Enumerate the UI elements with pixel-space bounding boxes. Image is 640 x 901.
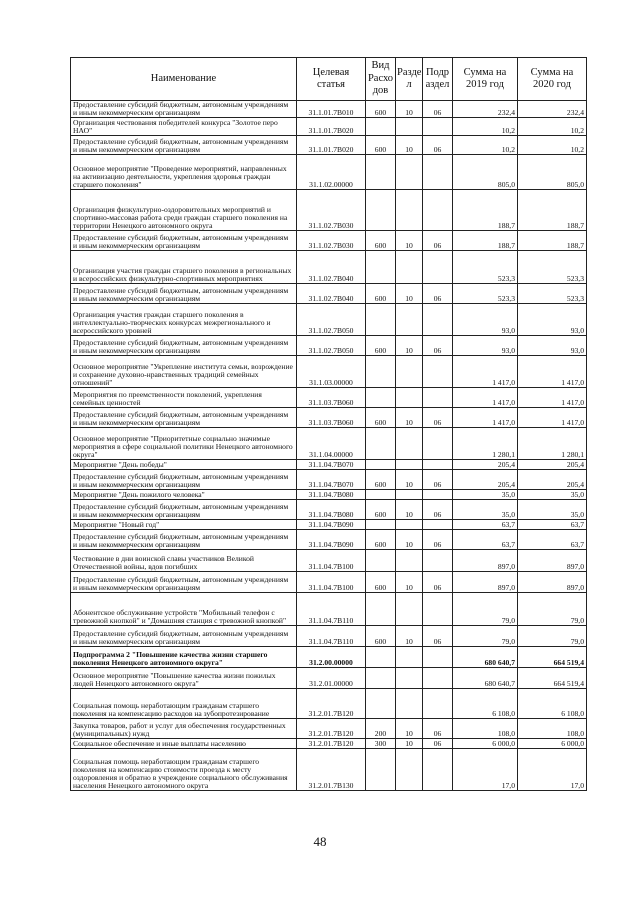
cell-subsection [423,388,453,408]
cell-type: 600 [366,626,396,647]
table-row [71,520,587,530]
table-row [71,284,587,304]
cell-section: 10 [396,530,423,550]
cell-type [366,520,396,530]
cell-sum-2020: 6 000,0 [518,739,587,749]
cell-type: 600 [366,408,396,428]
cell-section [396,520,423,530]
cell-sum-2019: 205,4 [453,470,518,490]
cell-subsection [423,593,453,626]
cell-sum-2020: 79,0 [518,593,587,626]
cell-sum-2020: 205,4 [518,460,587,470]
cell-sum-2019: 805,0 [453,155,518,190]
header-type: Вид Расхо дов [366,58,396,101]
cell-sum-2019: 79,0 [453,593,518,626]
header-sum-2020: Сумма на 2020 год [518,58,587,101]
cell-sum-2019: 523,3 [453,251,518,284]
cell-subsection [423,689,453,719]
table-row [71,530,587,550]
table-row [71,689,587,719]
cell-sum-2019: 680 640,7 [453,668,518,689]
cell-sum-2020: 188,7 [518,231,587,251]
cell-sum-2020: 79,0 [518,626,587,647]
cell-target: 31.1.02.7В040 [297,251,366,284]
cell-type [366,251,396,284]
cell-target: 31.1.04.7В080 [297,490,366,500]
cell-type: 600 [366,284,396,304]
cell-sum-2020: 805,0 [518,155,587,190]
cell-sum-2019: 35,0 [453,500,518,520]
cell-type [366,593,396,626]
cell-subsection [423,460,453,470]
cell-section: 10 [396,408,423,428]
cell-subsection: 06 [423,719,453,739]
table-row [71,593,587,626]
cell-target: 31.1.04.00000 [297,428,366,460]
cell-name: Предоставление субсидий бюджетным, автономным учреждениям и иным некоммерческим организациям [71,470,297,490]
cell-sum-2020: 205,4 [518,470,587,490]
cell-section [396,490,423,500]
table-row [71,719,587,739]
cell-subsection: 06 [423,572,453,593]
table-row [71,668,587,689]
cell-subsection [423,550,453,572]
cell-name: Организация участия граждан старшего поколения в интеллектуально-творческих конкурсах межрегионального и всероссийского уровней [71,304,297,336]
cell-sum-2020: 108,0 [518,719,587,739]
cell-name: Основное мероприятие "Проведение мероприятий, направленных на активизацию деятельности, укрепления здоровья граждан старшего поколения" [71,155,297,190]
cell-type [366,689,396,719]
cell-name: Предоставление субсидий бюджетным, автономным учреждениям и иным некоммерческим организациям [71,500,297,520]
cell-sum-2019: 1 280,1 [453,428,518,460]
table-body [71,101,587,791]
cell-sum-2019: 63,7 [453,520,518,530]
cell-section: 10 [396,470,423,490]
cell-name: Предоставление субсидий бюджетным, автономным учреждениям и иным некоммерческим организациям [71,530,297,550]
cell-sum-2020: 63,7 [518,520,587,530]
cell-type [366,647,396,668]
table-row [71,647,587,668]
cell-type: 600 [366,101,396,118]
cell-subsection: 06 [423,530,453,550]
cell-target: 31.1.04.7В100 [297,572,366,593]
cell-type: 300 [366,739,396,749]
cell-sum-2019: 1 417,0 [453,408,518,428]
cell-sum-2019: 188,7 [453,231,518,251]
cell-target: 31.1.04.7В090 [297,520,366,530]
cell-sum-2019: 680 640,7 [453,647,518,668]
cell-name: Социальная помощь неработающим гражданам старшего поколения на компенсацию стоимости проезда к месту оздоровления и обратно в учреждение социального обслуживания населения Ненецкого автономного округа [71,749,297,791]
cell-section: 10 [396,336,423,356]
table-row [71,572,587,593]
cell-section: 10 [396,626,423,647]
cell-name: Закупка товаров, работ и услуг для обеспечения государственных (муниципальных) нужд [71,719,297,739]
cell-section [396,647,423,668]
cell-target: 31.1.03.7В060 [297,408,366,428]
cell-subsection [423,155,453,190]
cell-name: Чествование в дни воинской славы участников Великой Отечественной войны, вдов погибших [71,550,297,572]
cell-target: 31.1.01.7В020 [297,118,366,136]
cell-target: 31.2.00.00000 [297,647,366,668]
header-section: Разде л [396,58,423,101]
cell-sum-2020: 664 519,4 [518,668,587,689]
cell-subsection [423,668,453,689]
header-name: Наименование [71,58,297,101]
cell-type: 600 [366,136,396,155]
cell-sum-2019: 523,3 [453,284,518,304]
cell-target: 31.2.01.7В120 [297,689,366,719]
cell-section [396,190,423,231]
cell-sum-2020: 6 108,0 [518,689,587,719]
cell-target: 31.1.01.7В020 [297,136,366,155]
table-row [71,356,587,388]
table-row [71,626,587,647]
table-row [71,388,587,408]
cell-sum-2019: 35,0 [453,490,518,500]
cell-type: 600 [366,470,396,490]
cell-name: Предоставление субсидий бюджетным, автономным учреждениям и иным некоммерческим организациям [71,101,297,118]
budget-table [70,57,587,791]
cell-name: Предоставление субсидий бюджетным, автономным учреждениям и иным некоммерческим организациям [71,572,297,593]
table-row [71,251,587,284]
cell-target: 31.1.04.7В090 [297,530,366,550]
table-header-row [71,58,587,101]
cell-section [396,460,423,470]
cell-sum-2020: 1 280,1 [518,428,587,460]
cell-section: 10 [396,739,423,749]
cell-subsection: 06 [423,231,453,251]
cell-sum-2020: 897,0 [518,572,587,593]
cell-name: Абонентское обслуживание устройств "Мобильный телефон с тревожной кнопкой" и "Домашняя станция с тревожной кнопкой" [71,593,297,626]
table-row [71,336,587,356]
cell-sum-2019: 10,2 [453,118,518,136]
cell-section [396,304,423,336]
cell-sum-2020: 93,0 [518,336,587,356]
cell-name: Мероприятие "Новый год" [71,520,297,530]
cell-subsection [423,647,453,668]
cell-sum-2020: 1 417,0 [518,388,587,408]
cell-sum-2020: 897,0 [518,550,587,572]
cell-subsection [423,190,453,231]
cell-name: Основное мероприятие "Повышение качества жизни пожилых людей Ненецкого автономного округа" [71,668,297,689]
cell-section [396,550,423,572]
cell-subsection [423,118,453,136]
cell-target: 31.1.02.00000 [297,155,366,190]
cell-subsection: 06 [423,470,453,490]
cell-type [366,428,396,460]
table-row [71,304,587,336]
cell-section [396,251,423,284]
cell-sum-2019: 79,0 [453,626,518,647]
cell-type [366,749,396,791]
cell-section: 10 [396,500,423,520]
cell-section [396,388,423,408]
cell-target: 31.1.04.7В110 [297,593,366,626]
cell-sum-2020: 93,0 [518,304,587,336]
cell-type [366,356,396,388]
cell-sum-2020: 17,0 [518,749,587,791]
cell-sum-2020: 1 417,0 [518,408,587,428]
cell-sum-2019: 108,0 [453,719,518,739]
cell-type: 600 [366,336,396,356]
table-row [71,190,587,231]
table-row [71,500,587,520]
cell-sum-2020: 523,3 [518,284,587,304]
cell-section: 10 [396,284,423,304]
cell-target: 31.1.04.7В070 [297,460,366,470]
cell-target: 31.2.01.7В130 [297,749,366,791]
cell-target: 31.1.04.7В070 [297,470,366,490]
header-subsection: Подр аздел [423,58,453,101]
cell-sum-2019: 1 417,0 [453,388,518,408]
table-row [71,155,587,190]
cell-type [366,304,396,336]
cell-target: 31.2.01.7В120 [297,739,366,749]
cell-sum-2020: 35,0 [518,490,587,500]
cell-subsection: 06 [423,136,453,155]
cell-subsection: 06 [423,284,453,304]
cell-type: 200 [366,719,396,739]
cell-section [396,356,423,388]
cell-section: 10 [396,572,423,593]
table-row [71,550,587,572]
cell-section: 10 [396,136,423,155]
cell-subsection: 06 [423,101,453,118]
cell-sum-2020: 232,4 [518,101,587,118]
cell-target: 31.1.02.7В030 [297,231,366,251]
cell-type [366,388,396,408]
cell-name: Мероприятия по преемственности поколений, укрепления семейных ценностей [71,388,297,408]
cell-name: Основное мероприятие "Приоритетные социально значимые мероприятия в сфере социальной политики Ненецкого автономного округа" [71,428,297,460]
cell-name: Подпрограмма 2 "Повышение качества жизни старшего поколения Ненецкого автономного округа" [71,647,297,668]
cell-target: 31.1.04.7В100 [297,550,366,572]
cell-sum-2020: 523,3 [518,251,587,284]
cell-target: 31.1.01.7В010 [297,101,366,118]
cell-section [396,428,423,460]
cell-sum-2019: 188,7 [453,190,518,231]
table-row [71,428,587,460]
cell-section [396,749,423,791]
cell-subsection [423,520,453,530]
cell-sum-2019: 897,0 [453,550,518,572]
cell-sum-2019: 897,0 [453,572,518,593]
cell-type [366,118,396,136]
cell-target: 31.1.02.7В040 [297,284,366,304]
page-number: 48 [313,834,327,849]
cell-name: Социальная помощь неработающим гражданам старшего поколения на компенсацию расходов на зубопротезирование [71,689,297,719]
cell-target: 31.1.03.7В060 [297,388,366,408]
cell-sum-2020: 664 519,4 [518,647,587,668]
cell-name: Мероприятие "День победы" [71,460,297,470]
cell-target: 31.1.02.7В030 [297,190,366,231]
table-row [71,490,587,500]
cell-target: 31.2.01.7В120 [297,719,366,739]
cell-sum-2020: 1 417,0 [518,356,587,388]
cell-sum-2020: 10,2 [518,118,587,136]
cell-type: 600 [366,231,396,251]
cell-name: Предоставление субсидий бюджетным, автономным учреждениям и иным некоммерческим организациям [71,284,297,304]
cell-name: Основное мероприятие "Укрепление института семьи, возрождение и сохранение духовно-нравственных традиций семейных отношений" [71,356,297,388]
cell-target: 31.1.02.7В050 [297,304,366,336]
cell-subsection [423,356,453,388]
cell-sum-2019: 93,0 [453,336,518,356]
cell-name: Социальное обеспечение и иные выплаты населению [71,739,297,749]
cell-name: Организация чествования победителей конкурса "Золотое перо НАО" [71,118,297,136]
cell-target: 31.1.04.7В110 [297,626,366,647]
cell-sum-2019: 6 000,0 [453,739,518,749]
cell-subsection: 06 [423,500,453,520]
cell-target: 31.2.01.00000 [297,668,366,689]
cell-sum-2019: 6 108,0 [453,689,518,719]
cell-name: Предоставление субсидий бюджетным, автономным учреждениям и иным некоммерческим организациям [71,136,297,155]
cell-subsection [423,490,453,500]
table-row [71,231,587,251]
cell-type [366,550,396,572]
table-row [71,118,587,136]
cell-sum-2019: 17,0 [453,749,518,791]
cell-sum-2019: 1 417,0 [453,356,518,388]
cell-section [396,689,423,719]
cell-subsection: 06 [423,626,453,647]
header-sum-2019: Сумма на 2019 год [453,58,518,101]
cell-section [396,668,423,689]
cell-subsection [423,251,453,284]
cell-sum-2020: 10,2 [518,136,587,155]
cell-sum-2020: 63,7 [518,530,587,550]
cell-sum-2019: 10,2 [453,136,518,155]
cell-type: 600 [366,572,396,593]
cell-type: 600 [366,500,396,520]
header-target: Целевая статья [297,58,366,101]
cell-sum-2019: 93,0 [453,304,518,336]
cell-section [396,118,423,136]
cell-subsection [423,428,453,460]
cell-subsection [423,304,453,336]
table-row [71,460,587,470]
cell-type [366,460,396,470]
cell-sum-2019: 63,7 [453,530,518,550]
cell-subsection: 06 [423,336,453,356]
cell-target: 31.1.04.7В080 [297,500,366,520]
cell-type [366,190,396,231]
cell-section: 10 [396,231,423,251]
cell-type [366,155,396,190]
cell-name: Организация участия граждан старшего поколения в региональных и всероссийских физкультурно-спортивных мероприятиях [71,251,297,284]
cell-section: 10 [396,101,423,118]
cell-type [366,490,396,500]
table-row [71,136,587,155]
table-row [71,739,587,749]
cell-sum-2020: 35,0 [518,500,587,520]
cell-type [366,668,396,689]
cell-section: 10 [396,719,423,739]
cell-name: Предоставление субсидий бюджетным, автономным учреждениям и иным некоммерческим организациям [71,408,297,428]
cell-name: Организация физкультурно-оздоровительных мероприятий и спортивно-массовая работа среди граждан старшего поколения на территории Ненецкого автономного округа [71,190,297,231]
table-row [71,408,587,428]
cell-subsection: 06 [423,408,453,428]
cell-name: Предоставление субсидий бюджетным, автономным учреждениям и иным некоммерческим организациям [71,336,297,356]
cell-name: Предоставление субсидий бюджетным, автономным учреждениям и иным некоммерческим организациям [71,231,297,251]
cell-name: Предоставление субсидий бюджетным, автономным учреждениям и иным некоммерческим организациям [71,626,297,647]
cell-sum-2019: 205,4 [453,460,518,470]
cell-subsection [423,749,453,791]
cell-section [396,155,423,190]
table-row [71,749,587,791]
cell-sum-2020: 188,7 [518,190,587,231]
cell-subsection: 06 [423,739,453,749]
table-row [71,470,587,490]
table-row [71,101,587,118]
cell-type: 600 [366,530,396,550]
cell-name: Мероприятие "День пожилого человека" [71,490,297,500]
cell-target: 31.1.02.7В050 [297,336,366,356]
cell-section [396,593,423,626]
cell-target: 31.1.03.00000 [297,356,366,388]
cell-sum-2019: 232,4 [453,101,518,118]
